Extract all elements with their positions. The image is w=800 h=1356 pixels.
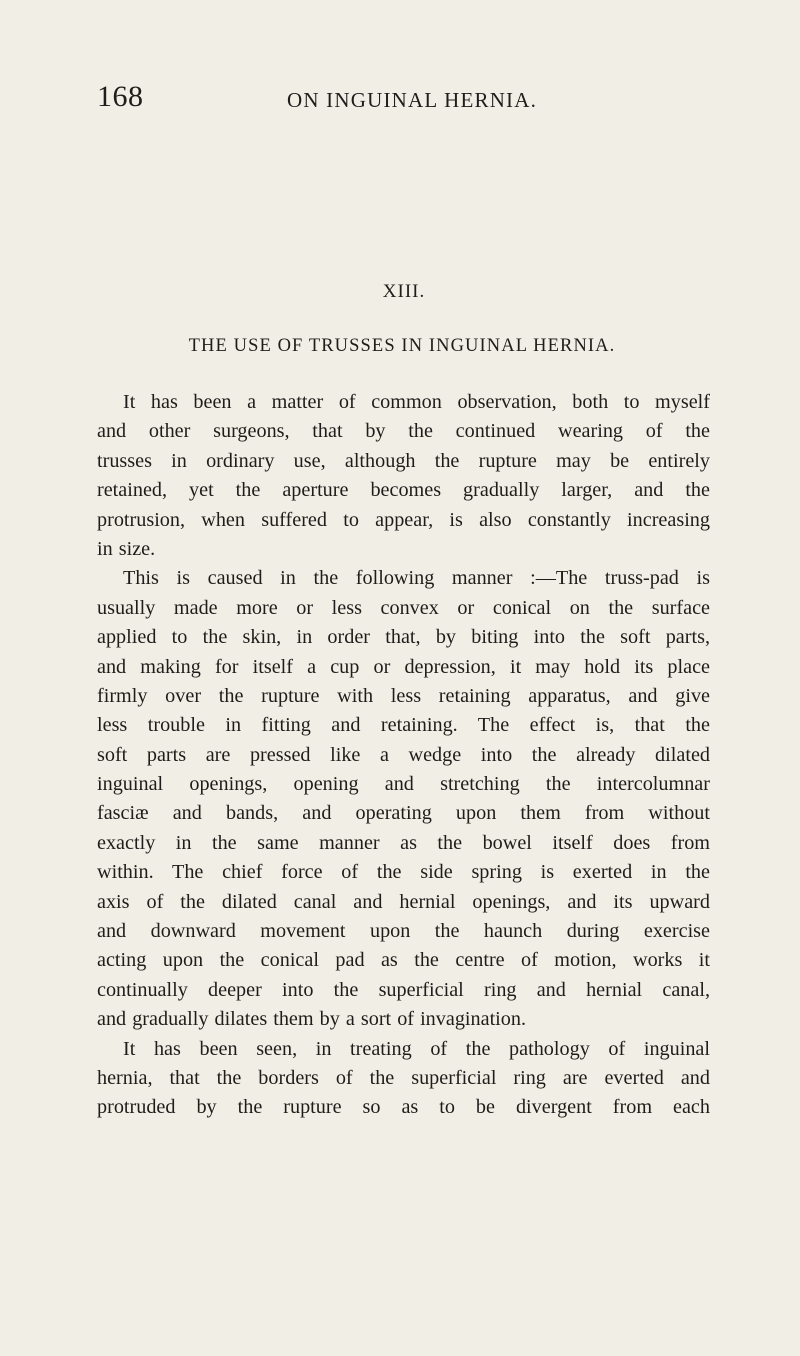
- page-number: 168: [97, 80, 144, 113]
- text-line: and making for itself a cup or depression, it may hold its place: [97, 655, 710, 678]
- text-line: trusses in ordinary use, although the rupture may be entirely: [97, 449, 710, 472]
- chapter-number: XIII.: [382, 281, 426, 302]
- text-line: and other surgeons, that by the continued wearing of the: [97, 420, 710, 443]
- text-line: inguinal openings, opening and stretching the intercolumnar: [97, 773, 710, 796]
- text-line: retained, yet the aperture becomes gradually larger, and the: [97, 479, 710, 502]
- text-line: protrusion, when suffered to appear, is also constantly increasing: [97, 508, 710, 531]
- text-line: exactly in the same manner as the bowel itself does from: [97, 831, 710, 854]
- text-line: within. The chief force of the side spring is exerted in the: [97, 861, 710, 884]
- text-line: protruded by the rupture so as to be divergent from each: [97, 1096, 710, 1119]
- text-line: fasciæ and bands, and operating upon them from without: [97, 802, 710, 825]
- text-line: soft parts are pressed like a wedge into the already dilated: [97, 743, 710, 766]
- text-line: acting upon the conical pad as the centre of motion, works it: [97, 949, 710, 972]
- text-line: applied to the skin, in order that, by biting into the soft parts,: [97, 626, 710, 649]
- text-line: It has been a matter of common observation, both to myself: [123, 391, 710, 413]
- text-line: in size.: [97, 537, 156, 560]
- text-line: and downward movement upon the haunch during exercise: [97, 920, 710, 943]
- text-line: axis of the dilated canal and hernial openings, and its upward: [97, 890, 710, 913]
- text-line: and gradually dilates them by a sort of invagination.: [97, 1008, 527, 1031]
- body-text: [97, 388, 710, 1123]
- chapter-title: THE USE OF TRUSSES IN INGUINAL HERNIA.: [188, 336, 616, 356]
- text-line: continually deeper into the superficial ring and hernial canal,: [97, 978, 710, 1001]
- text-line: It has been seen, in treating of the pathology of inguinal: [123, 1037, 710, 1060]
- text-line: less trouble in fitting and retaining. The effect is, that the: [97, 714, 710, 737]
- text-line: hernia, that the borders of the superficial ring are everted and: [97, 1066, 710, 1089]
- text-line: firmly over the rupture with less retaining apparatus, and give: [97, 684, 710, 707]
- text-line: This is caused in the following manner :—The truss-pad is: [123, 567, 710, 590]
- running-head: [97, 80, 707, 120]
- running-title: ON INGUINAL HERNIA.: [287, 88, 538, 112]
- text-line: usually made more or less convex or conical on the surface: [97, 596, 710, 619]
